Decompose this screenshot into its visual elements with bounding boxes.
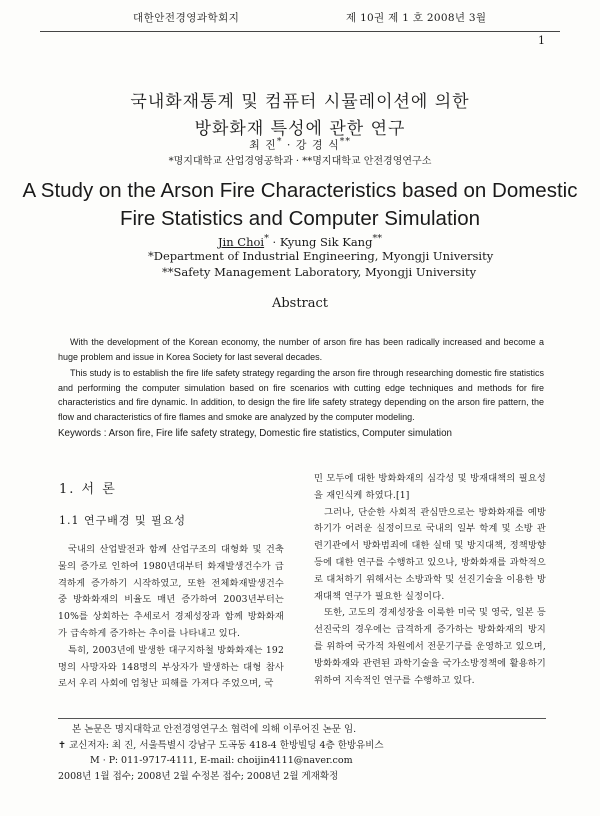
english-author2: Kyung Sik Kang: [279, 234, 373, 249]
korean-title-line2: 방화화재 특성에 관한 연구: [194, 119, 406, 139]
footnote-correspondence: ✝ 교신저자: 최 진, 서울특별시 강남구 도곡동 418-4 한방빌딩 4층 한방유비스: [58, 739, 384, 751]
abstract-heading: Abstract: [271, 296, 329, 311]
abstract-paragraph1: With the development of the Korean economy, the number of arson fire has been radically increased and become a huge problem and issue in Korea Society for last several decades.: [58, 337, 544, 362]
english-author-separator: ·: [268, 234, 280, 249]
body-paragraph: 그러나, 단순한 사회적 관심만으로는 방화화재를 예방하기가 어려운 실정이므로 국내의 일부 학계 및 소방 관련기관에서 방화범죄에 대한 실태 및 방지대책, 정책방향 등에 대한 연구를 수행하고 있으나, 방화화재를 과학적으로 대처하기 위해서는 소방과학 및 선진기술을 이용한 방재대책 연구가 필요한 실정이다.: [314, 506, 546, 602]
body-paragraph: 국내의 산업발전과 함께 산업구조의 대형화 및 건축물의 증가로 인하여 1980년대부터 화재발생건수가 급격하게 증가하기 시작하였고, 또한 전체화재발생건수 중 방화화재의 비율도 매년 증가하여 2003년부터는 10%를 상회하는 추세로서 경제성장과 함께 방화화재가 급속하게 증가하는 추이를 나타내고 있다.: [58, 544, 284, 639]
abstract-paragraph2: This study is to establish the fire life safety strategy regarding the arson fire through researching domestic fire statistics and performing the computer simulation based on fire scenarios with cutting edge techniques and methods for fire characteristics and fire dynamic. In addition, to design the fire life safety strategy depending on the arson fire pattern, the flow and characteristics of fire flames and smoke are analyzed by the computer modeling.: [58, 368, 544, 423]
footnote-dates: 2008년 1월 접수; 2008년 2월 수정본 접수; 2008년 2월 게재확정: [58, 770, 339, 782]
footnotes: [58, 722, 548, 784]
korean-authors: [0, 136, 600, 153]
footnote-contact: M · P: 011-9717-4111, E-mail: choijin4111@naver.com: [90, 755, 353, 766]
page-number: 1: [538, 34, 545, 47]
right-column: [314, 471, 546, 689]
footnote-rule: [58, 718, 546, 719]
english-affiliation1: *Department of Industrial Engineering, Myongji University: [148, 249, 494, 263]
body-paragraph: 특히, 2003년에 발생한 대구지하철 방화화재는 192명의 사망자와 148명의 부상자가 발생하는 대형 참사로서 우리 사회에 엄청난 피해를 가져다 주었으며, 국: [58, 644, 284, 690]
english-author1-mark: *: [264, 233, 269, 244]
english-author2-mark: **: [372, 233, 383, 244]
korean-author2: 강 경 식: [295, 138, 340, 152]
left-column: [58, 542, 284, 693]
keywords: Keywords : Arson fire, Fire life safety strategy, Domestic fire statistics, Computer simulation: [58, 428, 452, 439]
korean-affiliation: *명지대학교 산업경영공학과 · **명지대학교 안전경영연구소: [168, 156, 432, 167]
korean-author1-mark: *: [276, 136, 283, 147]
section-title: 1. 서 론: [59, 482, 117, 497]
body-paragraph: 또한, 고도의 경제성장을 이룩한 미국 및 영국, 일본 등 선진국의 경우에는 급격하게 증가하는 방화화재의 방지를 위하여 국가적 차원에서 전문기구를 운영하고 있으며, 방화화재와 관련된 과학기술을 국가소방정책에 활용하기 위하여 지속적인 연구를 수행하고 있다.: [314, 607, 546, 686]
journal-name: 대한안전경영과학회지: [133, 12, 240, 24]
header-rule: [40, 31, 560, 32]
issue-info: 제 10권 제 1 호 2008년 3월: [346, 12, 487, 24]
body-paragraph: 민 모두에 대한 방화화재의 심각성 및 방재대책의 필요성을 재인식케 하였다.[1]: [314, 473, 546, 501]
english-title-line1: A Study on the Arson Fire Characteristics based on Domestic: [22, 179, 578, 202]
english-title-line2: Fire Statistics and Computer Simulation: [119, 207, 481, 230]
korean-author1: 최 진: [249, 138, 277, 152]
korean-author2-mark: **: [339, 136, 351, 147]
korean-author-separator: ·: [282, 138, 296, 152]
english-author1: Jin Choi: [217, 234, 265, 249]
korean-title-line1: 국내화재통계 및 컴퓨터 시뮬레이션에 의한: [130, 92, 470, 112]
english-affiliation2: **Safety Management Laboratory, Myongji University: [162, 265, 477, 279]
footnote-note: 본 논문은 명지대학교 안전경영연구소 협력에 의해 이루어진 논문 임.: [72, 724, 357, 735]
english-authors: [0, 233, 600, 249]
subsection-title: 1.1 연구배경 및 필요성: [59, 514, 186, 527]
